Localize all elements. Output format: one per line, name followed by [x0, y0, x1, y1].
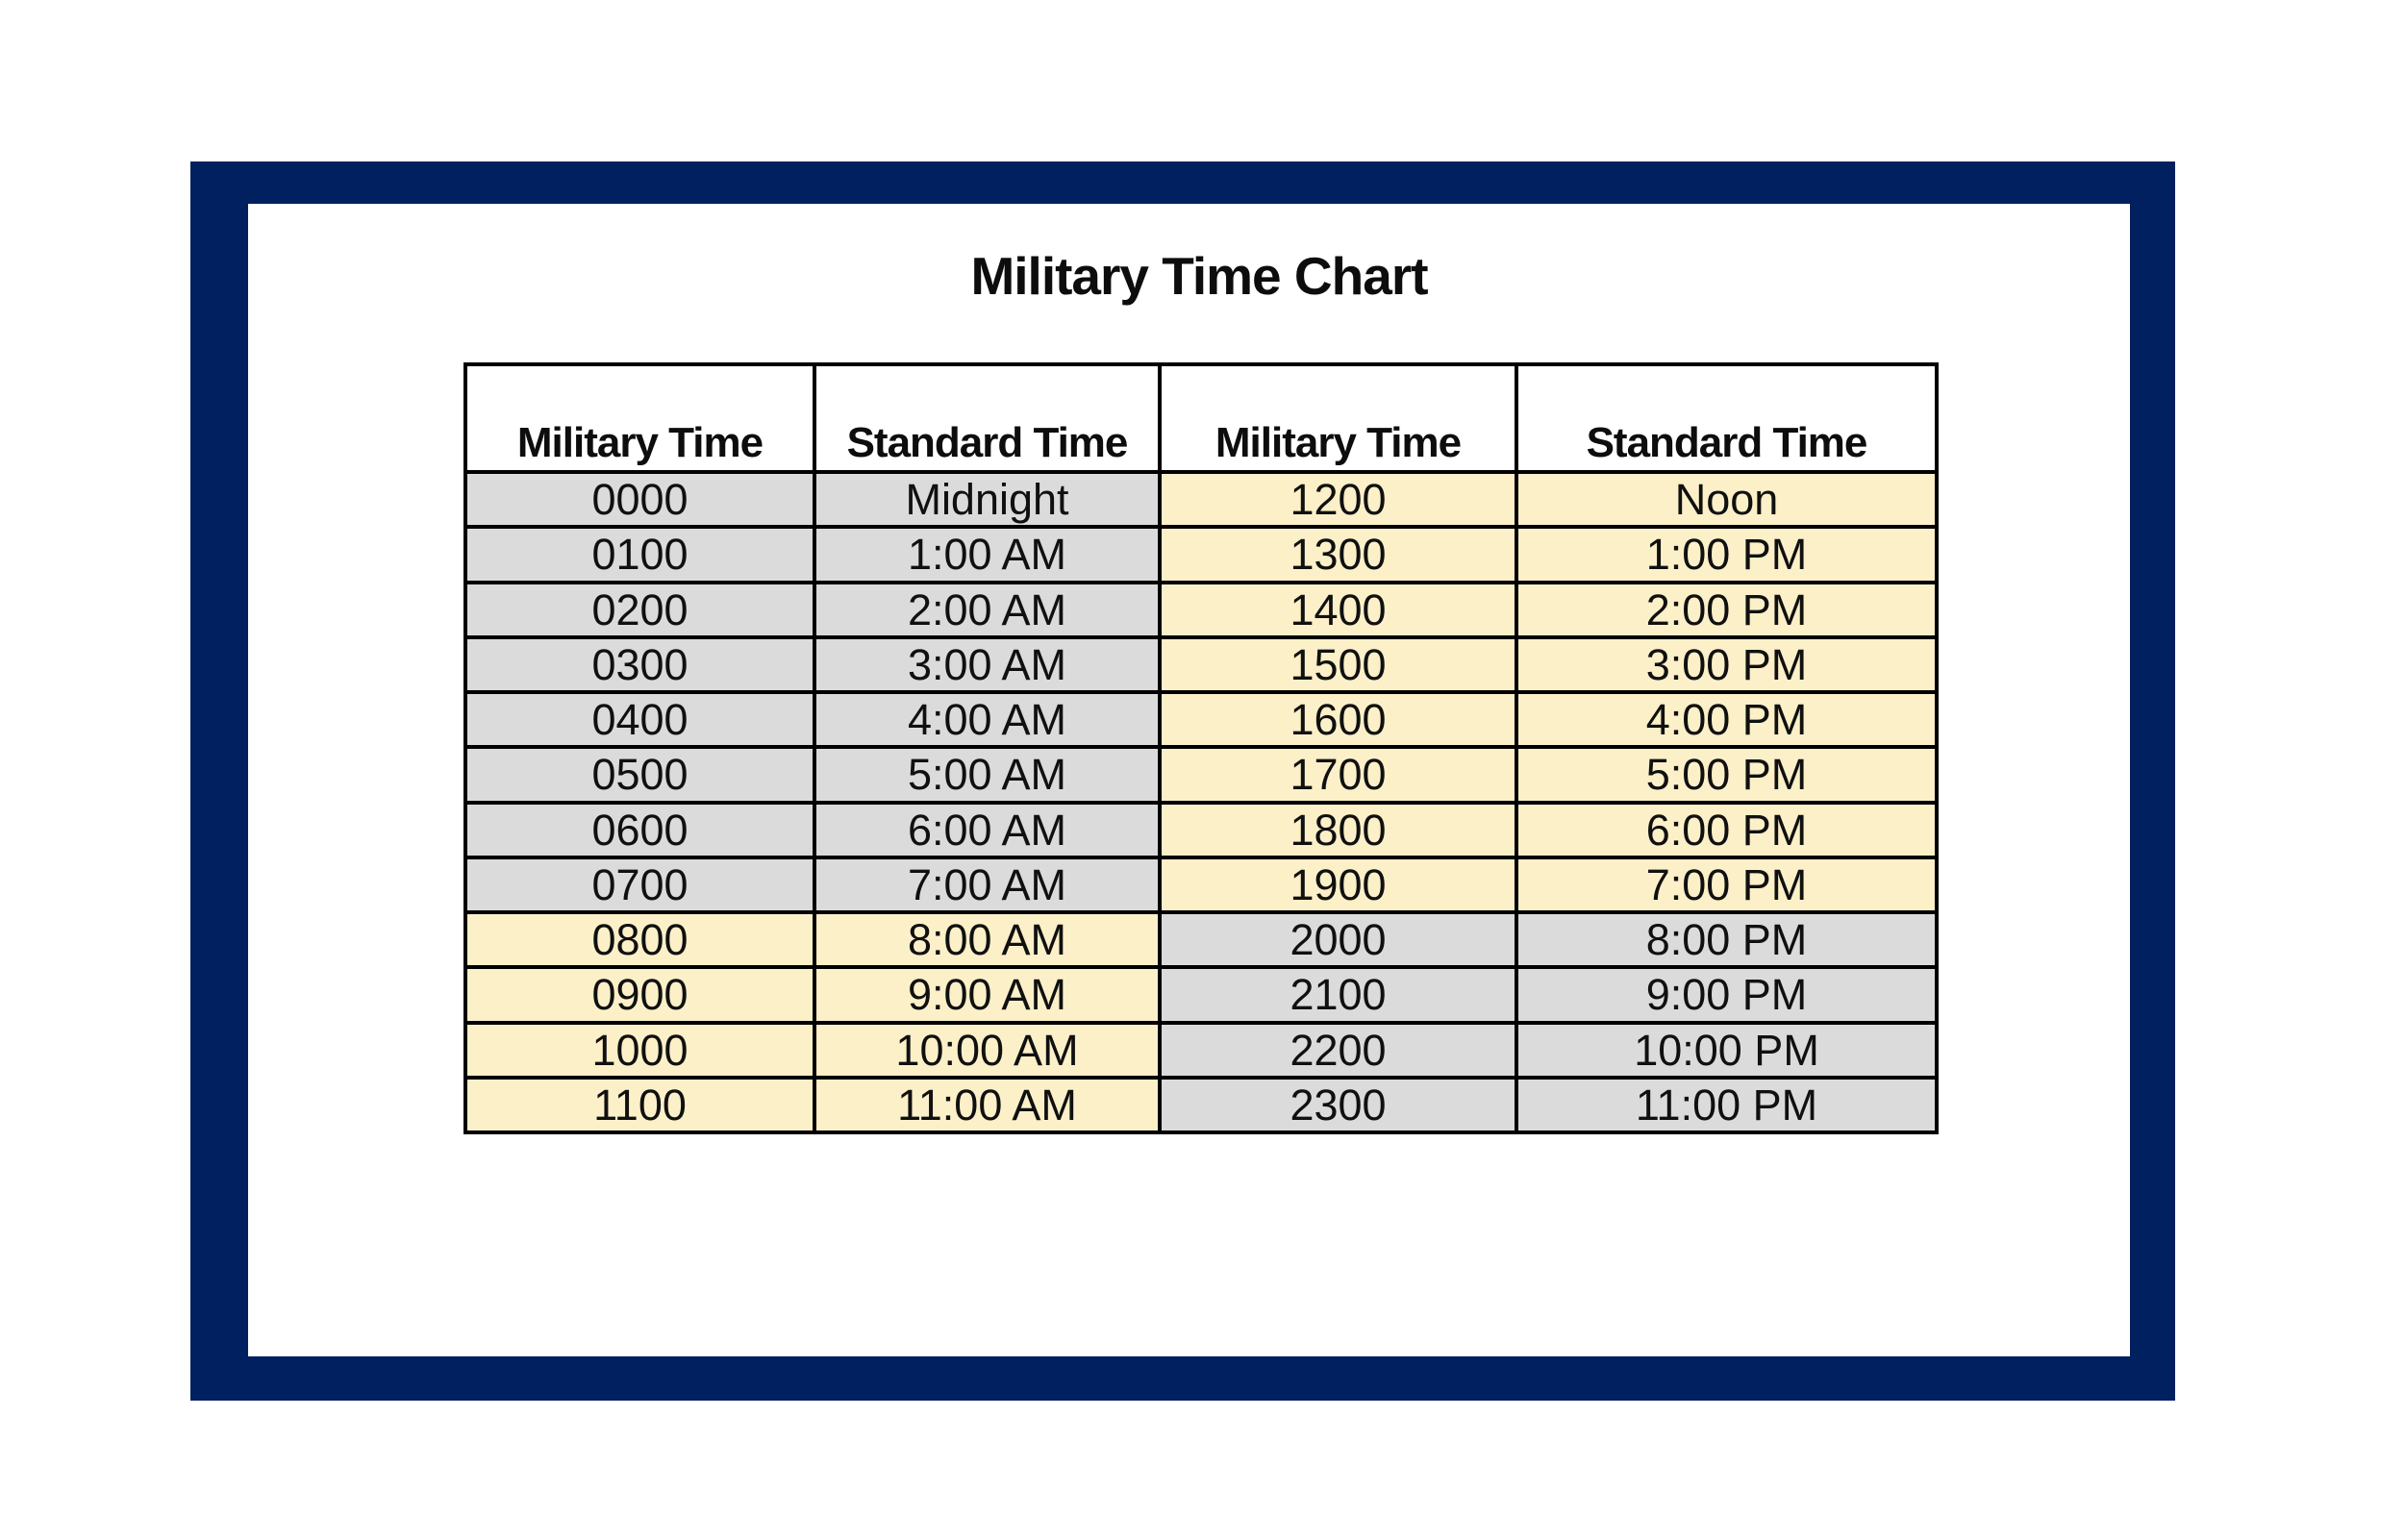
military-time-cell: 0200 [465, 583, 814, 637]
standard-time-cell: Midnight [814, 472, 1160, 527]
military-time-cell: 2000 [1160, 912, 1516, 967]
standard-time-cell: 1:00 PM [1516, 527, 1937, 582]
standard-time-cell: 7:00 PM [1516, 857, 1937, 912]
military-time-cell: 1600 [1160, 692, 1516, 747]
standard-time-cell: 4:00 AM [814, 692, 1160, 747]
military-time-cell: 0700 [465, 857, 814, 912]
standard-time-cell: 2:00 AM [814, 583, 1160, 637]
standard-time-cell: 10:00 AM [814, 1023, 1160, 1078]
military-time-cell: 2100 [1160, 967, 1516, 1022]
military-time-cell: 0400 [465, 692, 814, 747]
standard-time-cell: 6:00 AM [814, 803, 1160, 857]
military-time-cell: 0600 [465, 803, 814, 857]
standard-time-cell: 9:00 PM [1516, 967, 1937, 1022]
table-row [465, 637, 1937, 692]
military-time-cell: 1200 [1160, 472, 1516, 527]
table-row [465, 472, 1937, 527]
military-time-cell: 0300 [465, 637, 814, 692]
table-row [465, 583, 1937, 637]
table-row [465, 747, 1937, 802]
table-row [465, 1023, 1937, 1078]
military-time-cell: 1800 [1160, 803, 1516, 857]
standard-time-cell: 8:00 AM [814, 912, 1160, 967]
standard-time-cell: 10:00 PM [1516, 1023, 1937, 1078]
standard-time-cell: 2:00 PM [1516, 583, 1937, 637]
table-row [465, 857, 1937, 912]
military-time-cell: 0100 [465, 527, 814, 582]
standard-time-cell: Noon [1516, 472, 1937, 527]
military-time-cell: 0500 [465, 747, 814, 802]
table-row [465, 803, 1937, 857]
military-time-cell: 2300 [1160, 1078, 1516, 1132]
military-time-cell: 1400 [1160, 583, 1516, 637]
table-row [465, 912, 1937, 967]
standard-time-cell: 5:00 AM [814, 747, 1160, 802]
military-time-table [463, 362, 1939, 1134]
military-time-cell: 2200 [1160, 1023, 1516, 1078]
column-header-military-time-left: Military Time [465, 364, 814, 472]
standard-time-cell: 8:00 PM [1516, 912, 1937, 967]
column-header-standard-time-right: Standard Time [1516, 364, 1937, 472]
military-time-cell: 1000 [465, 1023, 814, 1078]
standard-time-cell: 11:00 AM [814, 1078, 1160, 1132]
military-time-cell: 1300 [1160, 527, 1516, 582]
standard-time-cell: 6:00 PM [1516, 803, 1937, 857]
table-row [465, 1078, 1937, 1132]
standard-time-cell: 4:00 PM [1516, 692, 1937, 747]
standard-time-cell: 11:00 PM [1516, 1078, 1937, 1132]
column-header-military-time-right: Military Time [1160, 364, 1516, 472]
military-time-cell: 1900 [1160, 857, 1516, 912]
table-row [465, 692, 1937, 747]
header-row [465, 364, 1937, 472]
column-header-standard-time-left: Standard Time [814, 364, 1160, 472]
standard-time-cell: 7:00 AM [814, 857, 1160, 912]
standard-time-cell: 3:00 PM [1516, 637, 1937, 692]
standard-time-cell: 5:00 PM [1516, 747, 1937, 802]
standard-time-cell: 3:00 AM [814, 637, 1160, 692]
military-time-cell: 0800 [465, 912, 814, 967]
page-title: Military Time Chart [970, 246, 1428, 306]
military-time-cell: 0900 [465, 967, 814, 1022]
military-time-cell: 1100 [465, 1078, 814, 1132]
table-row [465, 967, 1937, 1022]
military-time-cell: 1500 [1160, 637, 1516, 692]
military-time-cell: 0000 [465, 472, 814, 527]
standard-time-cell: 9:00 AM [814, 967, 1160, 1022]
table-row [465, 527, 1937, 582]
military-time-cell: 1700 [1160, 747, 1516, 802]
standard-time-cell: 1:00 AM [814, 527, 1160, 582]
